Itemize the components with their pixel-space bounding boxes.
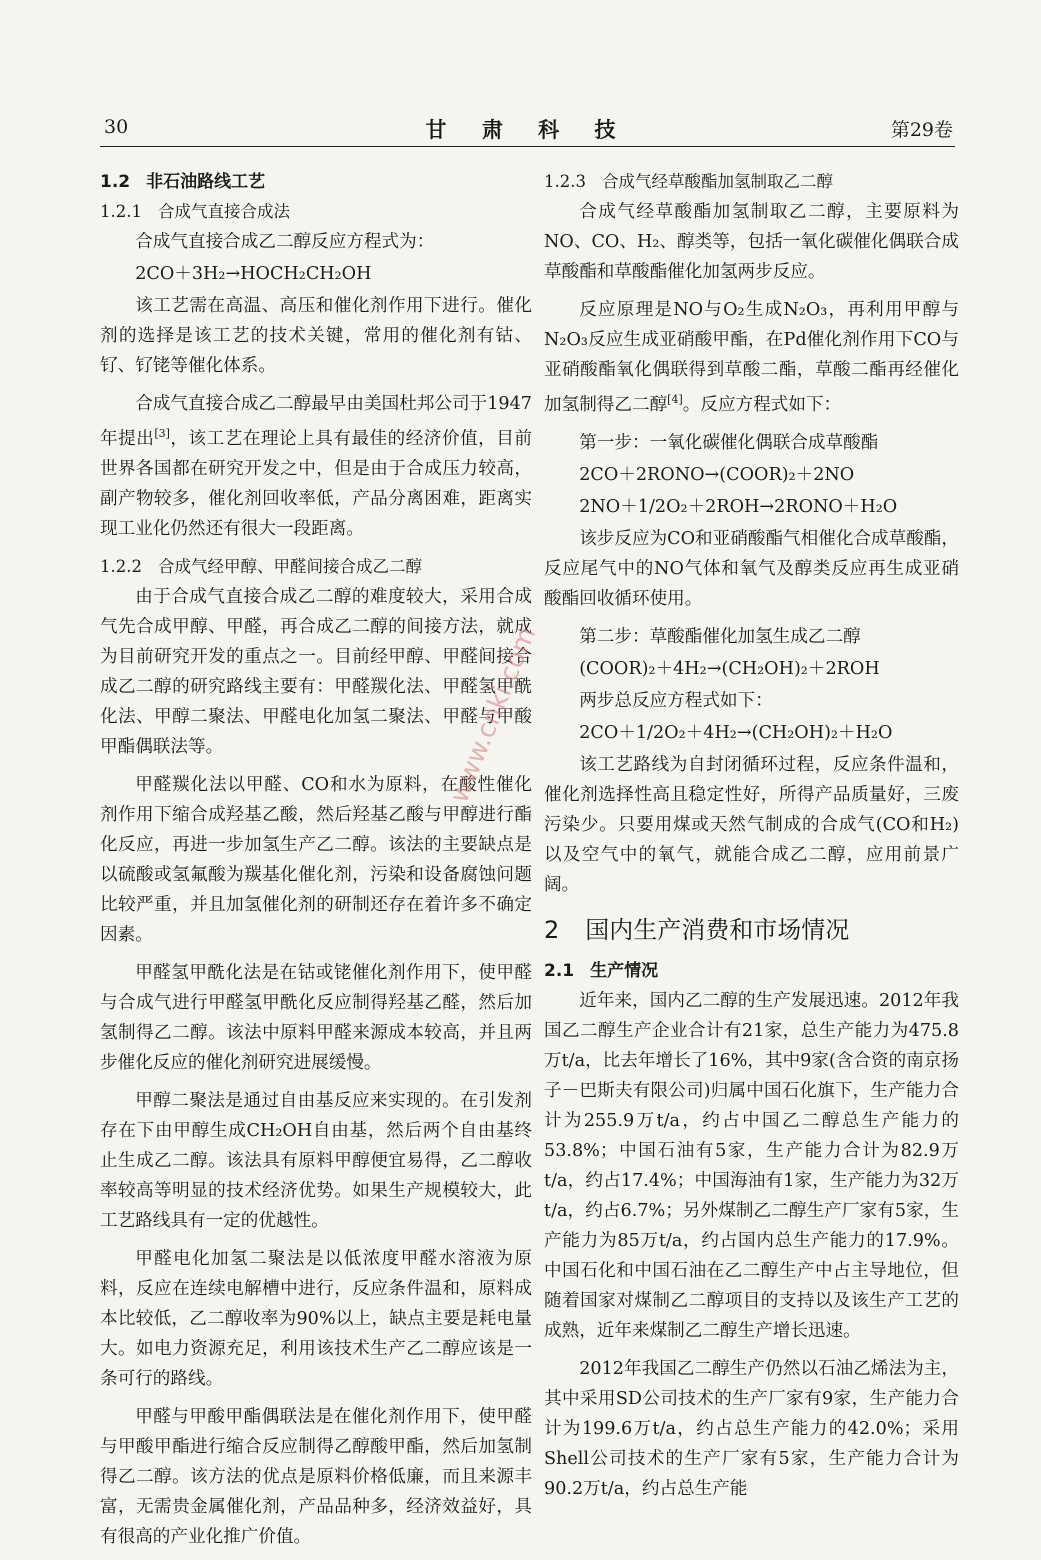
citation-ref: [3]: [154, 427, 170, 440]
paragraph: 甲醛氢甲酰化法是在钴或铑催化剂作用下，使甲醛与合成气进行甲醛氢甲酰化反应制得羟基乙醛，然后加氢制得乙二醇。该法中原料甲醛来源成本较高，并且两步催化反应的催化剂研究进展缓慢。: [100, 962, 532, 1073]
running-header: [100, 112, 955, 147]
subsection-heading-1-2-3: 1.2.3 合成气经草酸酯加氢制取乙二醇: [544, 172, 833, 191]
paragraph: 甲醛与甲酸甲酯偶联法是在催化剂作用下，使甲醛与甲酸甲酯进行缩合反应制得乙醇酸甲酯，然后加氢制得乙二醇。该方法的优点是原料价格低廉，而且来源丰富，无需贵金属催化剂，产品品种多，经济效益好，具有很高的产业化推广价值。: [100, 1406, 532, 1547]
equation: 2CO＋3H₂→HOCH₂CH₂OH: [135, 264, 372, 284]
step-label: 第一步：一氧化碳催化偶联合成草酸酯: [579, 432, 879, 453]
equation: 2CO＋1/2O₂＋4H₂→(CH₂OH)₂＋H₂O: [579, 722, 893, 743]
paragraph: 该工艺路线为自封闭循环过程，反应条件温和，催化剂选择性高且稳定性好，所得产品质量好，三废污染少。只要用煤或天然气制成的合成气(CO和H₂)以及空气中的氧气，就能合成乙二醇，应用前景广阔。: [544, 754, 959, 895]
citation-ref: [4]: [667, 393, 683, 406]
right-column: [544, 167, 959, 1512]
section-heading-2: 2 国内生产消费和市场情况: [544, 915, 850, 944]
paragraph: 该步反应为CO和亚硝酸酯气相催化合成草酸酯，反应尾气中的NO气体和氧气及醇类反应再生成亚硝酸酯回收循环使用。: [544, 528, 959, 609]
section-heading-2-1: 2.1 生产情况: [544, 960, 659, 981]
paragraph: 合成气经草酸酯加氢制取乙二醇，主要原料为NO、CO、H₂、醇类等，包括一氧化碳催化偶联合成草酸酯和草酸酯催化加氢两步反应。: [544, 202, 959, 282]
paragraph: 近年来，国内乙二醇的生产发展迅速。2012年我国乙二醇生产企业合计有21家，总生产能力为475.8万t/a，比去年增长了16%，其中9家(含合资的南京扬子－巴斯夫有限公司)归属中国石化旗下，生产能力合计为255.9万t/a，约占中国乙二醇总生产能力的53.8%；中国石油有5家，生产能力合计为82.9万t/a，约占17.4%；中国海油有1家，生产能力为32万t/a，约占6.7%；另外煤制乙二醇生产厂家有5家，生产能力为85万t/a，约占国内总生产能力的17.9%。中国石化和中国石油在乙二醇生产中占主导地位，但随着国家对煤制乙二醇项目的支持以及该生产工艺的成熟，近年来煤制乙二醇生产增长迅速。: [544, 990, 959, 1341]
subsection-heading-1-2-1: 1.2.1 合成气直接合成法: [100, 202, 290, 221]
section-heading-1-2: 1.2 非石油路线工艺: [100, 172, 266, 192]
equation: (COOR)₂＋4H₂→(CH₂OH)₂＋2ROH: [579, 658, 880, 679]
paragraph: 该工艺需在高温、高压和催化剂作用下进行。催化剂的选择是该工艺的技术关键，常用的催化剂有钴、钌、钌铑等催化体系。: [100, 296, 532, 376]
left-column: [100, 167, 532, 1560]
paragraph: 反应原理是NO与O₂生成N₂O₃，再利用甲醇与N₂O₃反应生成亚硝酸甲酯，在Pd催化剂作用下CO与亚硝酸酯氧化偶联得到草酸二酯，草酸二酯再经催化加氢制得乙二醇[4]。反应方程式如下：: [544, 300, 959, 415]
paragraph: 甲醛电化加氢二聚法是以低浓度甲醛水溶液为原料，反应在连续电解槽中进行，反应条件温和，原料成本比较低，乙二醇收率为90%以上，缺点主要是耗电量大。如电力资源充足，利用该技术生产乙二醇应该是一条可行的路线。: [100, 1248, 532, 1389]
subsection-heading-1-2-2: 1.2.2 合成气经甲醇、甲醛间接合成乙二醇: [100, 556, 422, 576]
paragraph: 合成气直接合成乙二醇最早由美国杜邦公司于1947年提出[3]，该工艺在理论上具有最佳的经济价值，目前世界各国都在研究开发之中，但是由于合成压力较高，副产物较多，催化剂回收率低，产品分离困难，距离实现工业化仍然还有很大一段距离。: [100, 394, 532, 539]
equation: 2NO＋1/2O₂＋2ROH→2RONO＋H₂O: [579, 496, 898, 517]
paragraph: 甲醇二聚法是通过自由基反应来实现的。在引发剂存在下由甲醇生成CH₂OH自由基，然后两个自由基终止生成乙二醇。该法具有原料甲醇便宜易得，乙二醇收率较高等明显的技术经济优势。如果生产规模较大，此工艺路线具有一定的优越性。: [100, 1090, 532, 1231]
page-number: 30: [104, 116, 129, 138]
step-label: 两步总反应方程式如下：: [579, 690, 773, 711]
paragraph: 2012年我国乙二醇生产仍然以石油乙烯法为主，其中采用SD公司技术的生产厂家有9家，生产能力合计为199.6万t/a，约占总生产能力的42.0%；采用Shell公司技术的生产厂家有5家，生产能力合计为90.2万t/a，约占总生产能: [544, 1358, 959, 1499]
paragraph: 甲醛羰化法以甲醛、CO和水为原料，在酸性催化剂作用下缩合成羟基乙酸，然后羟基乙酸与甲醇进行酯化反应，再进一步加氢生产乙二醇。该法的主要缺点是以硫酸或氢氟酸为羰基化催化剂，污染和设备腐蚀问题比较严重，并且加氢催化剂的研制还存在着许多不确定因素。: [100, 774, 532, 945]
paragraph: 合成气直接合成乙二醇反应方程式为：: [135, 232, 435, 252]
volume-label: 第29卷: [890, 119, 953, 141]
watermark: www.cnki.com: [444, 622, 543, 808]
step-label: 第二步：草酸酯催化加氢生成乙二醇: [579, 626, 861, 647]
equation: 2CO＋2RONO→(COOR)₂＋2NO: [579, 464, 855, 485]
paragraph: 由于合成气直接合成乙二醇的难度较大，采用合成气先合成甲醇、甲醛，再合成乙二醇的间接方法，就成为目前研究开发的重点之一。目前经甲醇、甲醛间接合成乙二醇的研究路线主要有：甲醛羰化法、甲醛氢甲酰化法、甲醇二聚法、甲醛电化加氢二聚法、甲醛与甲酸甲酯偶联法等。: [100, 586, 532, 757]
journal-title: 甘 肃 科 技: [425, 117, 630, 142]
